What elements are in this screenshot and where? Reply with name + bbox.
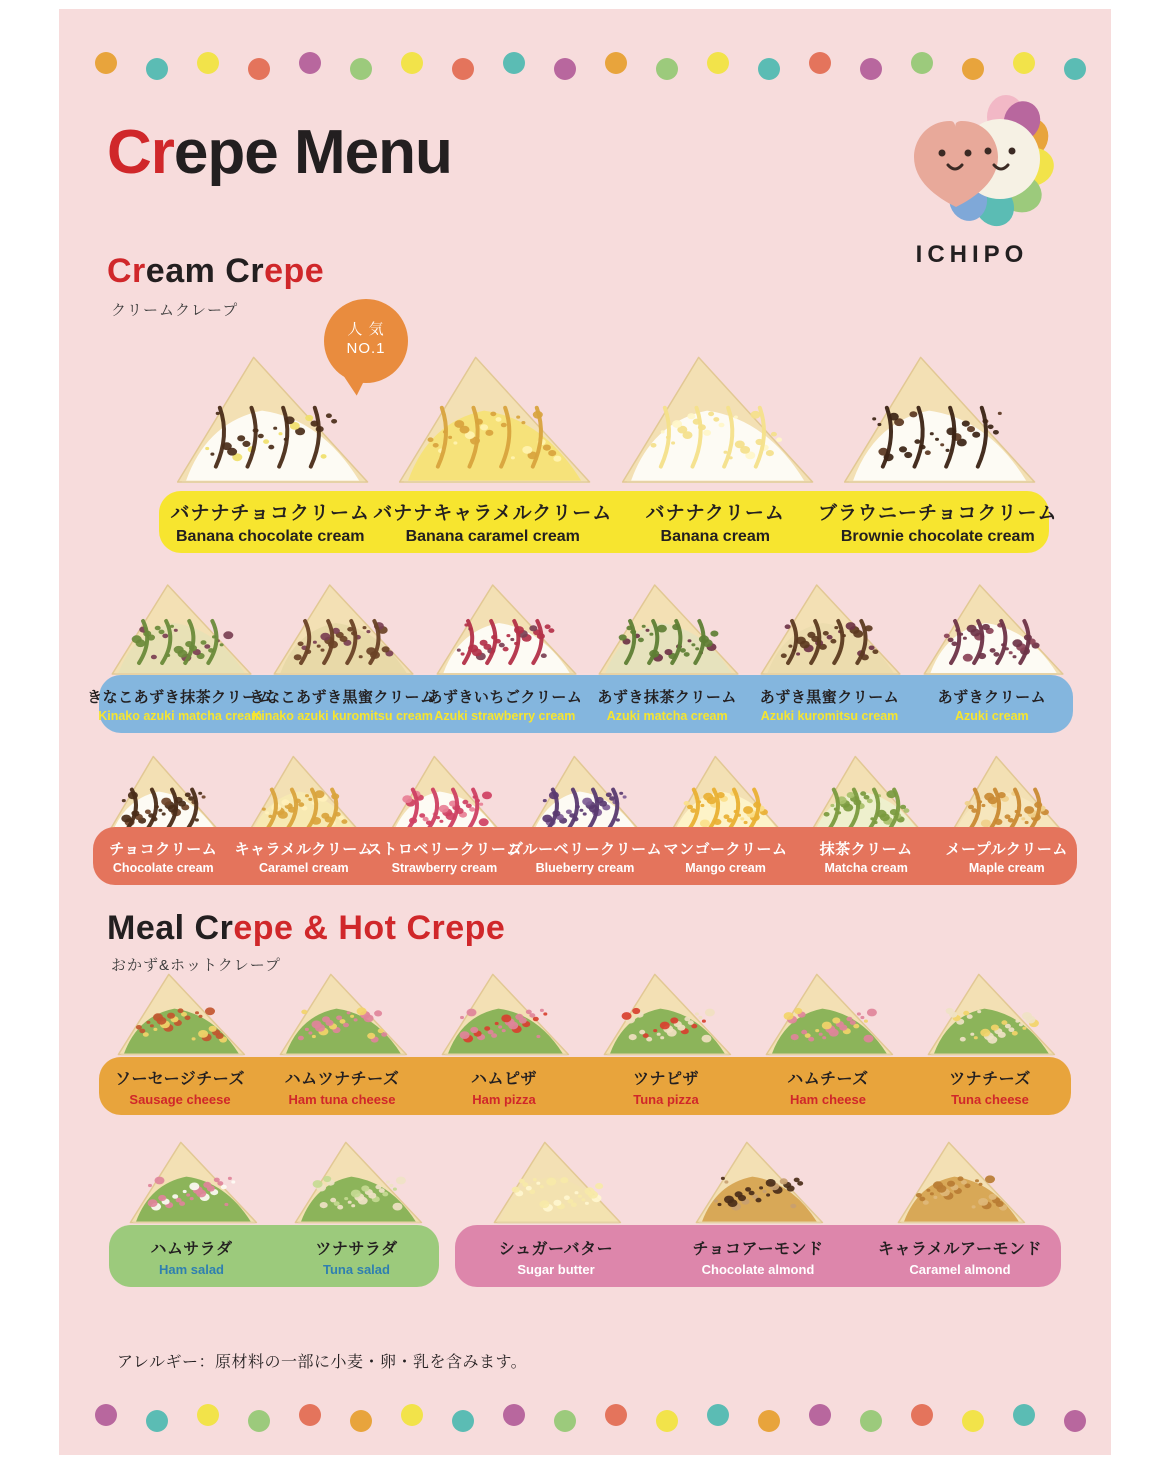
- menu-item: [93, 827, 234, 885]
- menu-item-name-jp: 抹茶クリーム: [819, 840, 913, 858]
- decorative-dot: [452, 58, 474, 80]
- menu-item-name-en: Mango cream: [685, 860, 766, 875]
- menu-item-name-jp: ハムピザ: [470, 1070, 537, 1088]
- crepe-image-row: [59, 1137, 1111, 1227]
- decorative-dot: [503, 1404, 525, 1426]
- menu-item: [507, 827, 663, 885]
- decorative-dot: [248, 1410, 270, 1432]
- section-subheading-meal: おかず&ホットクレープ: [111, 957, 281, 974]
- menu-item-name-jp: あずきいちごクリーム: [427, 688, 583, 706]
- decorative-dot: [962, 58, 984, 80]
- menu-item-name-en: Banana caramel cream: [405, 528, 580, 545]
- menu-label-bar: [93, 827, 1077, 885]
- crepe-photo-banana: [610, 349, 821, 489]
- menu-label-bar: [109, 1225, 439, 1287]
- menu-item-name-en: Ham salad: [158, 1261, 225, 1277]
- menu-item-name-jp: チョコクリーム: [109, 840, 218, 858]
- menu-item: [909, 1057, 1071, 1115]
- decorative-dot: [503, 52, 525, 74]
- crepe-photo-azuki-kuromitsu: [752, 579, 906, 679]
- decorative-dot: [911, 1404, 933, 1426]
- menu-item: [747, 1057, 909, 1115]
- decorative-dot: [605, 52, 627, 74]
- menu-item-name-jp: あずき抹茶クリーム: [597, 688, 737, 706]
- decorative-dot: [1013, 52, 1035, 74]
- menu-item-name-jp: きなこあずき抹茶クリーム: [87, 688, 274, 706]
- dot-row-bottom: [59, 1404, 1111, 1430]
- menu-item-name-en: Azuki kuromitsu cream: [760, 708, 899, 723]
- section-subheading-cream: クリームクレープ: [111, 302, 239, 319]
- menu-item: [911, 675, 1073, 733]
- menu-item-name-jp: ハムサラダ: [150, 1240, 233, 1258]
- menu-item-name-jp: チョコアーモンド: [692, 1240, 824, 1258]
- menu-item: [423, 1057, 585, 1115]
- decorative-dot: [350, 58, 372, 80]
- menu-item-name-en: Sugar butter: [517, 1261, 595, 1277]
- menu-item-name-en: Brownie chocolate cream: [840, 528, 1035, 545]
- menu-item-name-en: Ham tuna cheese: [288, 1091, 396, 1107]
- menu-item-name-jp: きなこあずき黒蜜クリーム: [249, 688, 436, 706]
- menu-item-name-jp: あずきクリーム: [937, 688, 1047, 706]
- menu-item-name-en: Sausage cheese: [129, 1091, 231, 1107]
- menu-item-name-en: Maple cream: [968, 860, 1045, 875]
- menu-item: [274, 1225, 439, 1287]
- menu-label-bar: [99, 1057, 1071, 1115]
- menu-item-name-jp: シュガーバター: [498, 1240, 614, 1258]
- menu-item-name-jp: ストロベリークリーム: [366, 840, 522, 858]
- menu-item-name-en: Ham cheese: [790, 1091, 866, 1107]
- menu-item-name-en: Azuki strawberry cream: [434, 708, 576, 723]
- menu-item-name-jp: ツナピザ: [632, 1070, 699, 1088]
- menu-item-name-en: Banana cream: [660, 528, 770, 545]
- decorative-dot: [197, 52, 219, 74]
- crepe-photo-azuki-matcha: [590, 579, 744, 679]
- menu-item: [818, 491, 1058, 553]
- decorative-dot: [197, 1404, 219, 1426]
- decorative-dot: [554, 58, 576, 80]
- crepe-photo-sausage-cheese: [110, 969, 250, 1059]
- crepe-photo-tuna-cheese: [920, 969, 1060, 1059]
- decorative-dot: [452, 1410, 474, 1432]
- menu-item-name-en: Ham pizza: [472, 1091, 536, 1107]
- menu-item-name-en: Kinako azuki kuromitsu cream: [252, 708, 433, 723]
- decorative-dot: [656, 58, 678, 80]
- menu-item-name-jp: ハムチーズ: [787, 1070, 869, 1088]
- menu-item-name-jp: マンゴークリーム: [663, 840, 788, 858]
- menu-item-name-jp: バナナクリーム: [645, 503, 785, 524]
- allergy-note: アレルギー：原材料の一部に小麦・卵・乳を含みます。: [117, 1354, 528, 1371]
- decorative-dot: [1064, 58, 1086, 80]
- menu-item-name-en: Banana chocolate cream: [175, 528, 365, 545]
- menu-label-bar: [159, 491, 1058, 553]
- crepe-photo-kinako-azuki-kuromitsu: [265, 579, 419, 679]
- crepe-photo-banana-chocolate: [165, 349, 376, 489]
- menu-item-name-en: Tuna cheese: [951, 1091, 1029, 1107]
- menu-item: [748, 675, 910, 733]
- menu-item-name-jp: ツナチーズ: [949, 1070, 1031, 1088]
- crepe-photo-caramel-almond: [890, 1137, 1030, 1227]
- menu-item-name-en: Blueberry cream: [535, 860, 635, 875]
- menu-item-name-jp: ツナサラダ: [315, 1240, 398, 1258]
- logo-mark-icon: [867, 89, 1077, 239]
- brand-logo: [867, 89, 1077, 289]
- decorative-dot: [860, 1410, 882, 1432]
- menu-sheet: [59, 9, 1111, 1455]
- crepe-photo-chocolate-almond: [688, 1137, 828, 1227]
- decorative-dot: [1013, 1404, 1035, 1426]
- decorative-dot: [350, 1410, 372, 1432]
- menu-item: [657, 1225, 859, 1287]
- crepe-image-row: [59, 349, 1111, 489]
- menu-item: [373, 491, 613, 553]
- menu-item-name-en: Azuki cream: [954, 708, 1029, 723]
- decorative-dot: [758, 58, 780, 80]
- decorative-dot: [809, 52, 831, 74]
- menu-item-name-jp: あずき黒蜜クリーム: [759, 688, 900, 706]
- menu-item-name-en: Chocolate almond: [701, 1261, 815, 1277]
- decorative-dot: [146, 58, 168, 80]
- menu-item: [859, 1225, 1061, 1287]
- menu-item-name-en: Tuna pizza: [633, 1091, 699, 1107]
- menu-item: [87, 675, 274, 733]
- crepe-photo-ham-tuna-cheese: [272, 969, 412, 1059]
- section-heading-cream: Cream Crepe: [107, 252, 325, 290]
- popular-badge-line2: NO.1: [346, 339, 386, 357]
- menu-item-name-jp: バナナチョコクリーム: [170, 503, 370, 524]
- decorative-dot: [1064, 1410, 1086, 1432]
- crepe-photo-tuna-pizza: [596, 969, 736, 1059]
- crepe-photo-ham-cheese: [758, 969, 898, 1059]
- decorative-dot: [707, 52, 729, 74]
- menu-item: [604, 491, 827, 553]
- menu-item: [109, 1225, 274, 1287]
- menu-item-name-jp: キャラメルクリーム: [234, 840, 374, 858]
- page-title-accent: Cr: [107, 118, 174, 187]
- crepe-photo-banana-caramel: [387, 349, 598, 489]
- decorative-dot: [707, 1404, 729, 1426]
- menu-item-name-jp: ブルーベリークリーム: [507, 840, 663, 858]
- menu-item-name-jp: ハムツナチーズ: [284, 1070, 400, 1088]
- menu-label-bar: [455, 1225, 1061, 1287]
- decorative-dot: [656, 1410, 678, 1432]
- menu-item-name-jp: ソーセージチーズ: [115, 1070, 245, 1088]
- page-title: [107, 117, 452, 188]
- menu-item: [366, 827, 522, 885]
- menu-item: [234, 827, 375, 885]
- menu-item-name-en: Caramel almond: [909, 1261, 1011, 1277]
- menu-item-name-en: Strawberry cream: [391, 860, 498, 875]
- page-title-rest: epe Menu: [173, 118, 452, 187]
- menu-item: [99, 1057, 261, 1115]
- decorative-dot: [911, 52, 933, 74]
- decorative-dot: [401, 1404, 423, 1426]
- menu-item: [655, 827, 796, 885]
- decorative-dot: [401, 52, 423, 74]
- menu-item-name-jp: キャラメルアーモンド: [877, 1240, 1043, 1258]
- crepe-image-row: [59, 969, 1111, 1059]
- menu-item-name-en: Matcha cream: [824, 860, 908, 875]
- decorative-dot: [554, 1410, 576, 1432]
- dot-row-top: [59, 52, 1111, 78]
- menu-item: [159, 491, 382, 553]
- menu-item: [936, 827, 1077, 885]
- crepe-photo-sugar-butter: [486, 1137, 626, 1227]
- menu-item-name-en: Tuna salad: [323, 1261, 390, 1277]
- menu-item: [455, 1225, 657, 1287]
- decorative-dot: [299, 52, 321, 74]
- menu-item-name-en: Kinako azuki matcha cream: [98, 708, 263, 723]
- menu-item: [261, 1057, 423, 1115]
- crepe-photo-azuki: [915, 579, 1069, 679]
- menu-item: [249, 675, 436, 733]
- decorative-dot: [248, 58, 270, 80]
- decorative-dot: [809, 1404, 831, 1426]
- decorative-dot: [299, 1404, 321, 1426]
- popular-badge-line1: 人 気: [347, 321, 385, 338]
- section-heading-meal: Meal Crepe & Hot Crepe: [107, 909, 506, 947]
- menu-item: [424, 675, 586, 733]
- menu-item-name-en: Chocolate cream: [112, 860, 214, 875]
- menu-item-name-en: Caramel cream: [259, 860, 349, 875]
- crepe-image-row: [59, 579, 1111, 679]
- crepe-photo-azuki-strawberry: [428, 579, 582, 679]
- menu-item-name-jp: ブラウニーチョコクリーム: [818, 503, 1058, 524]
- decorative-dot: [95, 52, 117, 74]
- menu-item-name-jp: バナナキャラメルクリーム: [373, 503, 613, 524]
- menu-item-name-en: Azuki matcha cream: [606, 708, 728, 723]
- decorative-dot: [860, 58, 882, 80]
- menu-label-bar: [87, 675, 1073, 733]
- crepe-photo-ham-pizza: [434, 969, 574, 1059]
- decorative-dot: [962, 1410, 984, 1432]
- menu-item-name-jp: メープルクリーム: [945, 840, 1068, 858]
- decorative-dot: [95, 1404, 117, 1426]
- brand-name: ICHIPO: [915, 241, 1029, 268]
- decorative-dot: [758, 1410, 780, 1432]
- crepe-photo-kinako-azuki-matcha: [103, 579, 257, 679]
- crepe-photo-brownie-chocolate: [832, 349, 1043, 489]
- decorative-dot: [605, 1404, 627, 1426]
- menu-item: [586, 675, 748, 733]
- menu-item: [796, 827, 937, 885]
- decorative-dot: [146, 1410, 168, 1432]
- menu-item: [585, 1057, 747, 1115]
